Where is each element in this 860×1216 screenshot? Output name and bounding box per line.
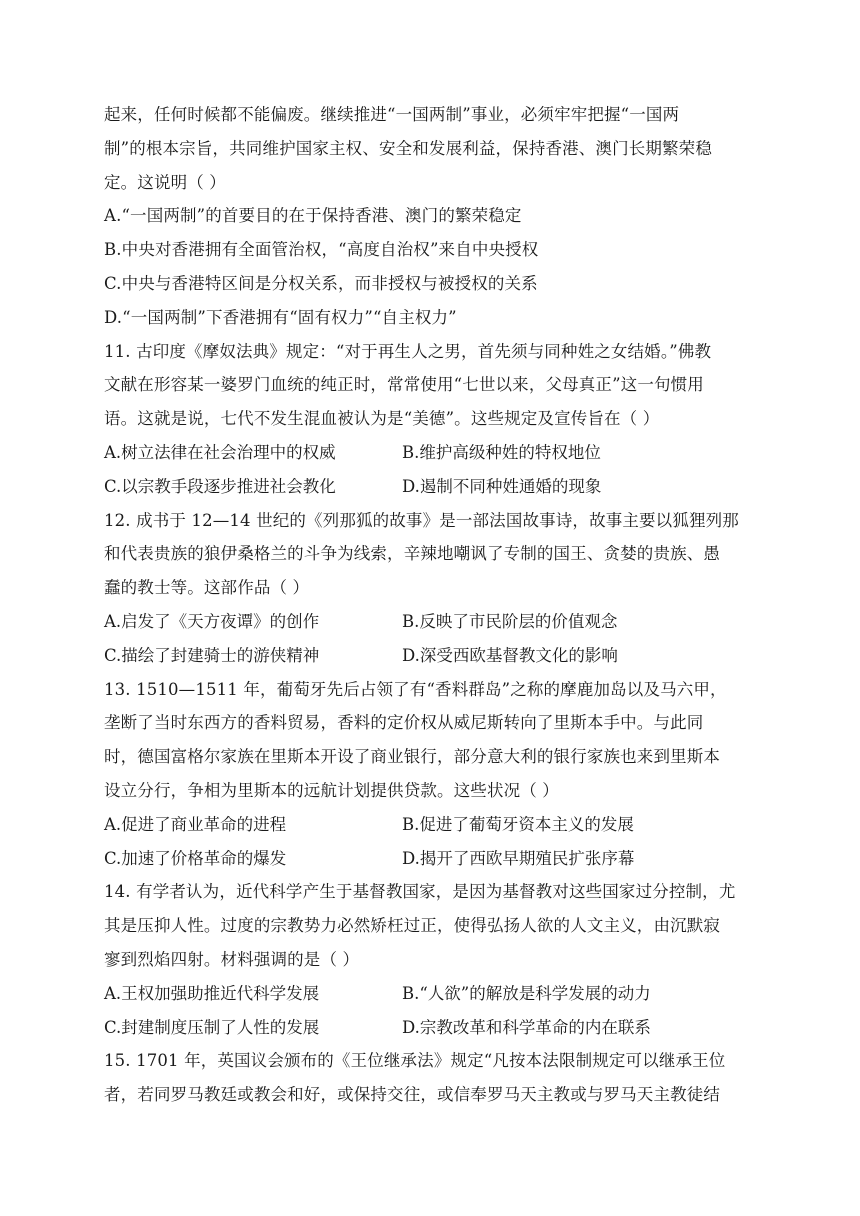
question-13-option-a: A.促进了商业革命的进程 xyxy=(104,814,287,834)
question-13-stem-line: 时，德国富格尔家族在里斯本开设了商业银行，部分意大利的银行家族也来到里斯本 xyxy=(104,747,721,767)
question-14-options-row xyxy=(104,977,764,1011)
question-13-option-b: B.促进了葡萄牙资本主义的发展 xyxy=(402,814,634,834)
question-11-options-row xyxy=(104,436,764,470)
question-14 xyxy=(104,875,764,1044)
question-12-option-b: B.反映了市民阶层的价值观念 xyxy=(402,611,618,631)
question-12-options-row xyxy=(104,605,764,639)
question-13-stem-line: 设立分行，争相为里斯本的远航计划提供贷款。这些状况（ ） xyxy=(104,780,559,800)
question-13-option-d: D.揭开了西欧早期殖民扩张序幕 xyxy=(402,848,635,868)
question-12-option-a: A.启发了《天方夜谭》的创作 xyxy=(104,611,320,631)
question-11-option-b: B.维护高级种姓的特权地位 xyxy=(402,442,601,462)
question-14-options-row xyxy=(104,1011,764,1045)
question-14-option-a: A.王权加强助推近代科学发展 xyxy=(104,983,320,1003)
question-12-stem-line: 12. 成书于 12—14 世纪的《列那狐的故事》是一部法国故事诗，故事主要以狐狸列那 xyxy=(104,510,739,530)
question-15-stem-line: 者，若同罗马教廷或教会和好，或保持交往，或信奉罗马天主教或与罗马天主教徒结 xyxy=(104,1085,721,1105)
question-13-stem-line: 垄断了当时东西方的香料贸易，香料的定价权从威尼斯转向了里斯本手中。与此同 xyxy=(104,713,704,733)
question-10-stem-line: 定。这说明（ ） xyxy=(104,172,226,192)
question-12-options-row xyxy=(104,639,764,673)
question-14-option-b: B.“人欲”的解放是科学发展的动力 xyxy=(402,983,651,1003)
question-14-stem-line: 其是压抑人性。过度的宗教势力必然矫枉过正，使得弘扬人欲的人文主义，由沉默寂 xyxy=(104,916,721,936)
question-11-stem-line: 11. 古印度《摩奴法典》规定：“对于再生人之男，首先须与同种姓之女结婚。”佛教 xyxy=(104,341,712,361)
question-13 xyxy=(104,673,764,876)
question-12-option-d: D.深受西欧基督教文化的影响 xyxy=(402,645,618,665)
question-12 xyxy=(104,504,764,673)
question-11-options-row xyxy=(104,470,764,504)
question-11-option-a: A.树立法律在社会治理中的权威 xyxy=(104,442,336,462)
question-13-options-row xyxy=(104,842,764,876)
question-13-stem-line: 13. 1510—1511 年，葡萄牙先后占领了有“香料群岛”之称的摩鹿加岛以及马六甲， xyxy=(104,679,727,699)
question-10-stem-line: 起来，任何时候都不能偏废。继续推进“一国两制”事业，必须牢牢把握“一国两 xyxy=(104,105,680,124)
question-12-option-c: C.描绘了封建骑士的游侠精神 xyxy=(104,645,320,665)
question-11-option-d: D.遏制不同种姓通婚的现象 xyxy=(402,476,602,496)
question-13-options-row xyxy=(104,808,764,842)
question-10-stem-line: 制”的根本宗旨，共同维护国家主权、安全和发展利益，保持香港、澳门长期繁荣稳 xyxy=(104,138,712,158)
question-11-stem-line: 语。这就是说，七代不发生混血被认为是“美德”。这些规定及宣传旨在（ ） xyxy=(104,409,660,429)
question-14-option-d: D.宗教改革和科学革命的内在联系 xyxy=(402,1017,651,1037)
question-14-option-c: C.封建制度压制了人性的发展 xyxy=(104,1017,320,1037)
question-12-stem-line: 和代表贵族的狼伊桑格兰的斗争为线索，辛辣地嘲讽了专制的国王、贪婪的贵族、愚 xyxy=(104,544,721,564)
question-10-option-d: D.“一国两制”下香港拥有“固有权力”“自主权力” xyxy=(104,307,457,327)
question-10-option-c: C.中央与香港特区间是分权关系，而非授权与被授权的关系 xyxy=(104,273,538,293)
question-13-option-c: C.加速了价格革命的爆发 xyxy=(104,848,287,868)
exam-page xyxy=(104,98,764,1112)
question-15 xyxy=(104,1044,764,1112)
question-12-stem-line: 蠢的教士等。这部作品（ ） xyxy=(104,578,310,598)
question-10-option-b: B.中央对香港拥有全面管治权，“高度自治权”来自中央授权 xyxy=(104,240,539,260)
question-15-stem-line: 15. 1701 年，英国议会颁布的《王位继承法》规定“凡按本法限制规定可以继承王位 xyxy=(104,1051,726,1071)
question-10-option-a: A.“一国两制”的首要目的在于保持香港、澳门的繁荣稳定 xyxy=(104,206,522,226)
question-14-stem-line: 寥到烈焰四射。材料强调的是（ ） xyxy=(104,949,360,969)
question-11 xyxy=(104,335,764,504)
question-14-stem-line: 14. 有学者认为，近代科学产生于基督教国家，是因为基督教对这些国家过分控制，尤 xyxy=(104,882,736,902)
question-10 xyxy=(104,98,764,335)
question-11-stem-line: 文献在形容某一婆罗门血统的纯正时，常常使用“七世以来，父母真正”这一句惯用 xyxy=(104,375,704,395)
question-11-option-c: C.以宗教手段逐步推进社会教化 xyxy=(104,476,336,496)
